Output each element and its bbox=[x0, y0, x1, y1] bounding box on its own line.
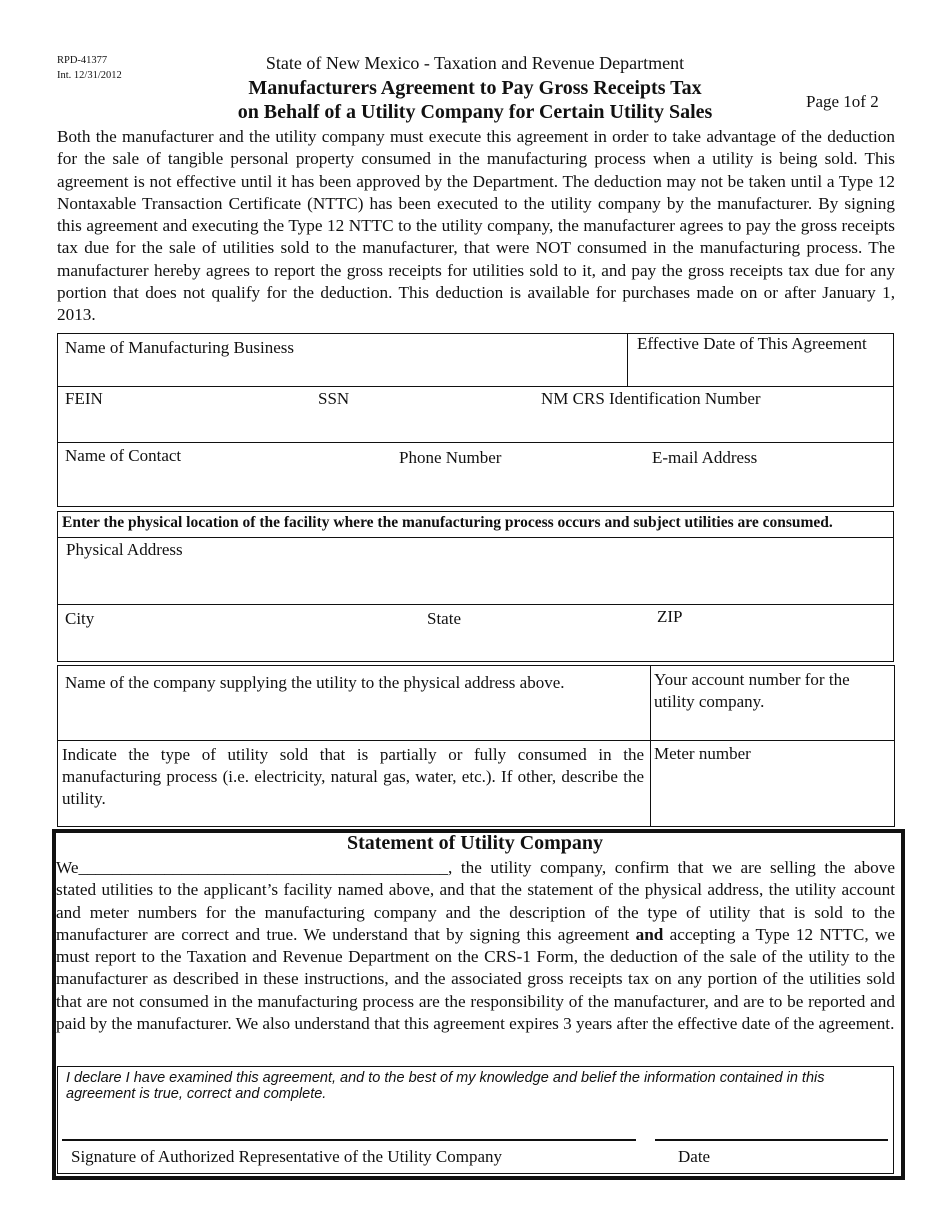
divider bbox=[650, 665, 651, 827]
divider bbox=[627, 333, 628, 387]
fein-field[interactable]: FEIN bbox=[65, 389, 103, 408]
phone-field[interactable]: Phone Number bbox=[399, 448, 502, 467]
divider bbox=[57, 604, 894, 605]
statement-we: We bbox=[56, 858, 79, 877]
utility-company-field[interactable]: Name of the company supplying the utility to the physical address above. bbox=[65, 673, 565, 692]
effective-date-field[interactable]: Effective Date of This Agreement bbox=[637, 334, 867, 353]
business-name-field[interactable]: Name of Manufacturing Business bbox=[65, 338, 294, 357]
state-field[interactable]: State bbox=[427, 609, 461, 628]
ssn-field[interactable]: SSN bbox=[318, 389, 350, 408]
email-field[interactable]: E-mail Address bbox=[652, 448, 758, 467]
divider bbox=[57, 442, 894, 443]
date-label: Date bbox=[678, 1147, 711, 1166]
account-number-field[interactable]: Your account number for the utility company. bbox=[654, 670, 850, 711]
crs-id-field[interactable]: NM CRS Identification Number bbox=[541, 389, 761, 408]
agency-name: State of New Mexico - Taxation and Revenue Department bbox=[265, 53, 685, 73]
declaration-text: I declare I have examined this agreement, and to the best of my knowledge and belief the information contained in this agreement is true, correct and complete. bbox=[66, 1070, 825, 1102]
statement-bold-and: and bbox=[635, 924, 664, 944]
date-line[interactable] bbox=[655, 1139, 888, 1141]
city-field[interactable]: City bbox=[65, 609, 95, 628]
physical-address-field[interactable]: Physical Address bbox=[66, 540, 183, 559]
location-section bbox=[57, 511, 894, 662]
form-date: Int. 12/31/2012 bbox=[57, 70, 122, 81]
location-instruction: Enter the physical location of the facility where the manufacturing process occurs and subject utilities are consumed. bbox=[62, 514, 833, 531]
divider bbox=[57, 537, 894, 538]
utility-type-field[interactable]: Indicate the type of utility sold that is partially or fully consumed in the manufacturing process (i.e. electricity, natural gas, water, etc.). If other, describe the utility. bbox=[62, 745, 644, 808]
zip-field[interactable]: ZIP bbox=[657, 607, 683, 626]
title-line-2: on Behalf of a Utility Company for Certain Utility Sales bbox=[237, 101, 713, 123]
utility-company-name-blank[interactable]: ___________________________________________ bbox=[78, 858, 449, 877]
business-info-section bbox=[57, 333, 894, 507]
divider bbox=[57, 386, 894, 387]
signature-line[interactable] bbox=[62, 1139, 636, 1141]
statement-paragraph bbox=[56, 857, 895, 1035]
contact-name-field[interactable]: Name of Contact bbox=[65, 446, 182, 465]
page-number: Page 1of 2 bbox=[806, 92, 879, 111]
intro-paragraph: Both the manufacturer and the utility company must execute this agreement in order to take advantage of the deduction for the sale of tangible personal property consumed in the manufacturing process when a utility is being sold. This agreement is not effective until it has been approved by the Department. The deduction may not be taken until a Type 12 Nontaxable Transaction Certificate (NTTC) has been executed to the utility company by the manufacturer. By signing this agreement and executing the Type 12 NTTC to the utility company, the manufacturer agrees to pay the gross receipts tax due for the sale of utilities sold to the manufacturer, that were NOT consumed in the manufacturing process. The manufacturer hereby agrees to report the gross receipts for utilities sold to it, and pay the gross receipts tax due for any portion that does not qualify for the deduction. This deduction is available for purchases made on or after January 1, 2013. bbox=[57, 127, 895, 325]
statement-text-1: , the utility company, confirm that we are selling the above stated utilities to the applicant’s facility named above, and that the statement of the physical address, the utility account and meter numbers for the manufacturing company and the description of the type of utility that is sold to the manufacturer are correct and true. We understand that by signing this agreement bbox=[56, 858, 895, 944]
signature-label: Signature of Authorized Representative of the Utility Company bbox=[71, 1147, 503, 1166]
statement-title: Statement of Utility Company bbox=[346, 832, 604, 854]
form-number: RPD-41377 bbox=[57, 55, 108, 66]
statement-text-2: accepting a Type 12 NTTC, we must report to the Taxation and Revenue Department on the CRS-1 Form, the deduction of the sale of the utility to the manufacturer as described in these instructions, and the associated gross receipts tax on any portion of the utilities sold that are not consumed in the manufacturing process are the responsibility of the manufacturer, and are to be reported and paid by the manufacturer. We also understand that this agreement expires 3 years after the effective date of the agreement. bbox=[56, 924, 895, 1034]
divider bbox=[57, 740, 895, 741]
title-line-1: Manufacturers Agreement to Pay Gross Receipts Tax bbox=[248, 77, 702, 99]
meter-number-field[interactable]: Meter number bbox=[654, 744, 751, 763]
